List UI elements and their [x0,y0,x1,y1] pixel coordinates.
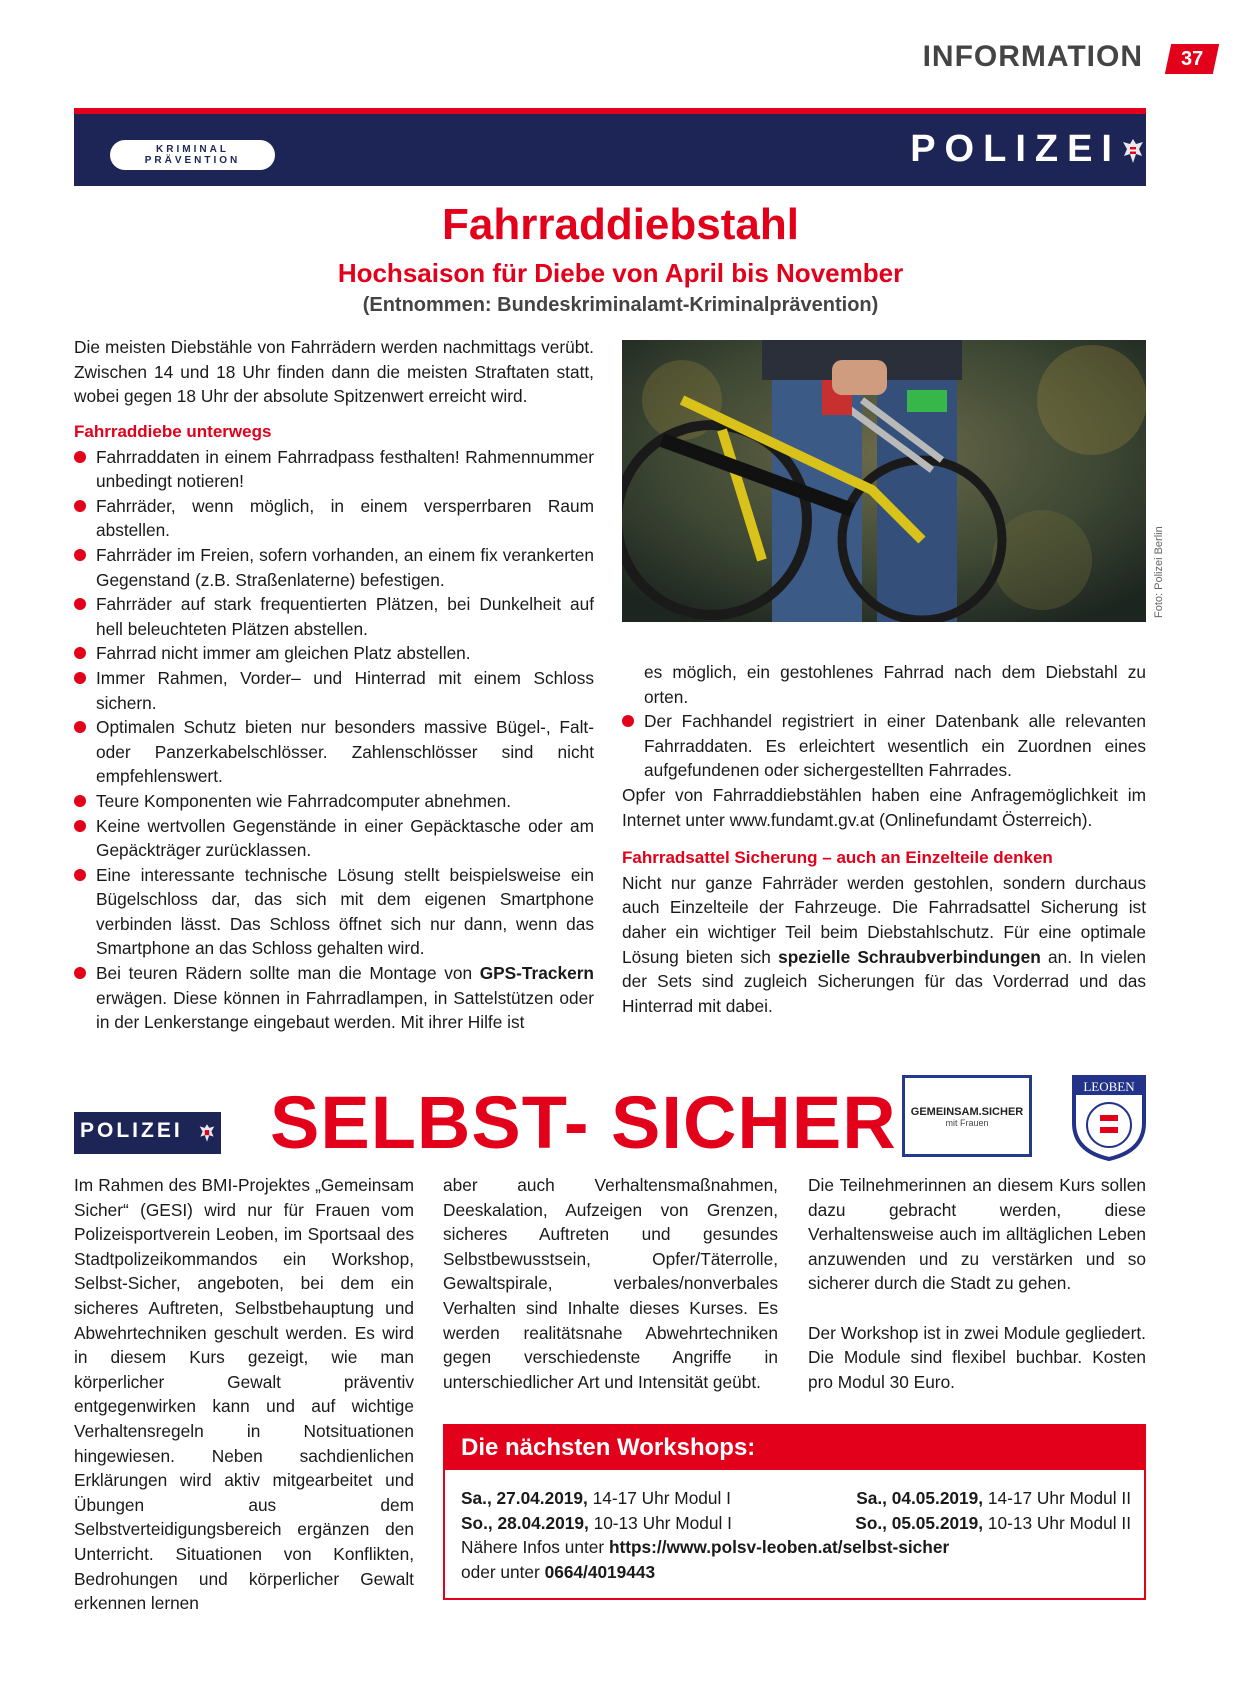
article-title: Fahrraddiebstahl [442,200,799,249]
list-item: Eine interessante technische Lösung stellt beispielsweise ein Bügelschloss dar, das sich mit dem eigenen Smartphone verbinden lässt. Das Schloss öffnet sich nur dann, wenn das Smartphone an das Schloss gehalten wird. [74,863,594,961]
list-item: Optimalen Schutz bieten nur besonders massive Bügel-, Falt- oder Panzerkabelschlösser. Zahlenschlösser sind nicht empfehlenswert. [74,715,594,789]
workshop-date: Sa., 27.04.2019, 14-17 Uhr Modul I [461,1488,731,1508]
selbst-column-1: Im Rahmen des BMI-Projektes „Gemeinsam Sicher“ (GESI) wird nur für Frauen vom Polizeisportverein Leoben, im Sportsaal des Stadtpolizeikommandos ein Workshop, Selbst-Sicher, angeboten, bei dem ein sicheres Auftreten, Selbstbehauptung und Abwehrtechniken geschult werden. Es wird in diesem Kurs gezeigt, wie man körperlicher Gewalt präventiv entgegenwirken kann und auf wichtige Verhaltensregeln in Notsituationen hingewiesen. Neben sachdienlichen Erklärungen wird aktiv mitgearbeitet und Übungen aus dem Selbstverteidigungsbereich ergänzen den Unterricht. Situationen von Konflikten, Bedrohungen und körperlicher Gewalt erkennen lernen [74,1175,414,1614]
workshop-row [461,1486,1131,1511]
gemeinsam-sicher-logo: GEMEINSAM.SICHER mit Frauen [902,1075,1032,1157]
left-column [74,420,594,1035]
section-heading: Fahrradsattel Sicherung – auch an Einzelteile denken [622,848,1053,868]
list-item: Der Fachhandel registriert in einer Datenbank alle relevanten Fahrraddaten. Es erleichtert wesentlich ein Zuordnen eines aufgefundenen oder sichergestellten Fahrrades. [622,709,1146,783]
paragraph: Nicht nur ganze Fahrräder werden gestohlen, sondern durchaus auch Einzelteile der Fahrzeuge. Die Fahrradsattel Sicherung ist daher ein wichtiger Teil beim Diebstahlschutz. Für eine optimale Lösung bieten sich spezielle Schraubverbindungen an. In vielen der Sets sind zugleich Sicherungen für das Vorderrad und das Hinterrad mit dabei. [622,872,1147,1016]
paragraph: Der Workshop ist in zwei Module gegliedert. Die Module sind flexibel buchbar. Kosten pro Modul 30 Euro. [808,1322,1146,1392]
workshop-info-link: Nähere Infos unter https://www.polsv-leoben.at/selbst-sicher [461,1537,950,1558]
workshop-date: So., 05.05.2019, 10-13 Uhr Modul II [855,1512,1131,1533]
gps-continuation: es möglich, ein gestohlenes Fahrrad nach dem Diebstahl zu orten. [644,662,1146,707]
article-intro: Die meisten Diebstähle von Fahrrädern werden nachmittags verübt. Zwischen 14 und 18 Uhr finden dann die meisten Straftaten statt, wobei gegen 18 Uhr der absolute Spitzenwert erreicht wird. [74,337,594,407]
list-item: Fahrraddaten in einem Fahrradpass festhalten! Rahmennummer unbedingt notieren! [74,445,594,494]
selbst-column-2: aber auch Verhaltensmaßnahmen, Deeskalation, Aufzeigen von Grenzen, sicheres Auftreten und gesundes Selbstbewusstsein, Opfer/Täterrolle, Gewaltspirale, verbales/nonverbales Verhalten sind Inhalte dieses Kurses. Es werden realitätsnahe Abwehrtechniken gegen verschiedenste Angriffe in unterschiedlicher Art und Intensität geübt. [443,1175,778,1392]
eagle-icon [198,1122,216,1144]
workshop-date: Sa., 04.05.2019, 14-17 Uhr Modul II [856,1488,1131,1508]
section-title: INFORMATION [922,40,1143,73]
list-item: Teure Komponenten wie Fahrradcomputer abnehmen. [74,789,594,814]
polizei-logo-small: POLIZEI [74,1112,221,1154]
workshop-date: So., 28.04.2019, 10-13 Uhr Modul I [461,1512,732,1533]
eagle-icon [1121,136,1145,166]
workshops-box [443,1424,1146,1600]
photo-credit [1148,470,1168,620]
selbst-sicher-title: SELBST- SICHER [270,1081,897,1164]
list-item: Immer Rahmen, Vorder– und Hinterrad mit einem Schloss sichern. [74,666,594,715]
workshops-heading: Die nächsten Workshops: [445,1426,1144,1470]
article-subtitle: Hochsaison für Diebe von April bis November [337,258,904,288]
right-column [622,660,1146,1018]
list-item: Keine wertvollen Gegenstände in einer Gepäcktasche oder am Gepäckträger zurücklassen. [74,814,594,863]
list-item: Fahrrad nicht immer am gleichen Platz abstellen. [74,641,594,666]
list-item: Fahrräder im Freien, sofern vorhanden, an einem fix verankerten Gegenstand (z.B. Straßenlaterne) befestigen. [74,543,594,592]
kriminalpraevention-logo: KRIMINAL PRÄVENTION [110,140,275,170]
leoben-crest-icon [1072,1075,1146,1161]
paragraph: Die Teilnehmerinnen an diesem Kurs sollen dazu gebracht werden, diese Verhaltensweise auch im alltäglichen Leben anzuwenden und zu verstärken und so sicherer durch die Stadt zu gehen. [808,1175,1146,1294]
list-item: Fahrräder auf stark frequentierten Plätzen, bei Dunkelheit auf hell beleuchteten Plätzen abstellen. [74,592,594,641]
bicycle-theft-photo [622,340,1146,622]
list-item: Bei teuren Rädern sollte man die Montage von GPS-Trackern erwägen. Diese können in Fahrradlampen, in Sattelstützen oder in der Lenkerstange eingebaut werden. Mit ihrer Hilfe ist [74,961,594,1035]
workshop-row [461,1511,1131,1536]
polizei-wordmark: POLIZEI [910,128,1121,170]
selbst-column-3 [808,1173,1146,1394]
workshop-phone: oder unter 0664/4019443 [461,1561,656,1582]
svg-text:LEOBEN: LEOBEN [1083,1079,1135,1094]
article-source: (Entnommen: Bundeskriminalamt-Kriminalprävention) [362,294,879,316]
page-number: 37 [1165,44,1219,74]
svg-text:Foto: Polizei Berlin: Foto: Polizei Berlin [1153,526,1165,618]
section-heading: Fahrraddiebe unterwegs [74,422,272,441]
paragraph: Opfer von Fahrraddiebstählen haben eine Anfragemöglichkeit im Internet unter www.fundamt.gv.at (Onlinefundamt Österreich). [622,784,1146,830]
list-item: Fahrräder, wenn möglich, in einem versperrbaren Raum abstellen. [74,494,594,543]
